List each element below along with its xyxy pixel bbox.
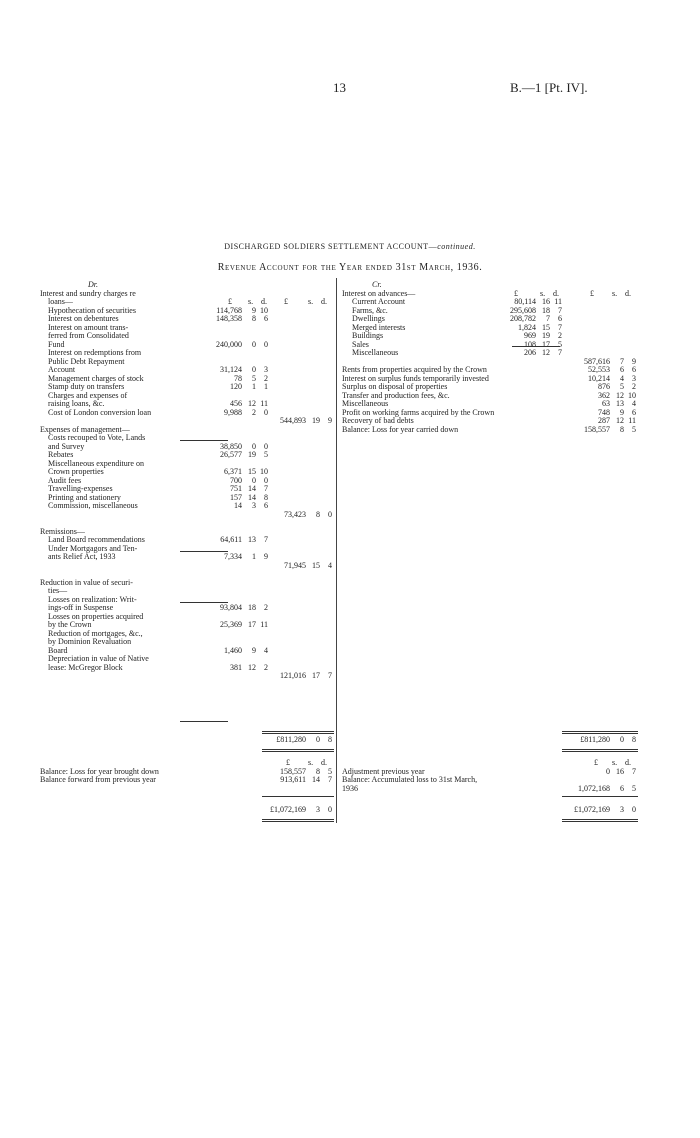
cr-grand-total-top-rule (562, 731, 638, 734)
ledger-row-label: Balance: Accumulated loss to 31st March, (342, 775, 478, 784)
ledger-row-shillings: 9 (252, 305, 256, 315)
ledger-row-pence: 6 (632, 407, 636, 417)
page-number: 13 (333, 80, 346, 95)
ledger-row-pounds: 158,557 (584, 424, 610, 434)
ledger-row-label: Interest on surplus funds temporarily invested (342, 373, 489, 383)
ledger-row-shillings: 19 (542, 331, 550, 340)
ledger-row-pence: 0 (264, 441, 268, 451)
ledger-row-label: and Survey (48, 441, 85, 451)
ledger-row (40, 434, 334, 443)
ledger-row-shillings: 17 (248, 620, 256, 629)
dr-interest-total-pounds: 544,893 (280, 416, 306, 425)
ledger-row-pounds: 240,000 (216, 339, 242, 349)
ledger-row-label: Interest on amount trans- (48, 322, 129, 332)
ledger-row-label: Commission, miscellaneous (48, 501, 138, 510)
ledger-row-pence: 2 (632, 382, 636, 391)
ledger-row-pounds: 208,782 (510, 314, 536, 323)
ledger-row-shillings: 19 (248, 450, 256, 459)
ledger-row-pounds: 1,072,168 (578, 783, 610, 793)
dr-col-head-pence: d. (261, 297, 267, 306)
ledger-row (342, 785, 642, 794)
ledger-row-label: lease: McGregor Block (48, 662, 123, 672)
ledger-row-shillings: 16 (542, 297, 550, 306)
ledger-row-pence: 0 (264, 407, 268, 417)
ledger-row-pounds: 108 (524, 339, 536, 349)
ledger-row-label: Miscellaneous (352, 348, 399, 357)
ledger-row-pence: 5 (264, 450, 268, 459)
ledger-row-pounds: 9,988 (224, 407, 242, 417)
ledger-row-pounds: 93,804 (220, 603, 242, 612)
debit-side (40, 281, 334, 681)
ledger-row-pounds: 25,369 (220, 620, 242, 629)
ledger-row-pence: 4 (632, 399, 636, 408)
ledger-row-pounds: 38,850 (220, 441, 242, 451)
ledger-row-pounds: 456 (230, 399, 242, 408)
ledger-row-pence: 10 (260, 467, 268, 476)
ledger-row-label: Surplus on disposal of properties (342, 382, 448, 391)
ledger-row-label: Management charges of stock (48, 373, 144, 383)
ledger-row (40, 358, 334, 367)
dr-col-head-pounds: £ (228, 297, 232, 306)
ledger-row-shillings: 0 (252, 339, 256, 349)
ledger-row-pence: 10 (260, 305, 268, 315)
ledger-row-pence: 3 (264, 365, 268, 374)
ledger-row (342, 307, 642, 316)
ledger-row-label: Depreciation in value of Native (48, 654, 149, 663)
ledger-row-shillings: 0 (252, 365, 256, 374)
cr-final-total-pounds: £1,072,169 (574, 805, 610, 814)
ledger-row-pounds: 362 (598, 390, 610, 400)
dr-remissions-subtotal-rule (180, 602, 228, 603)
ledger-row-label: Costs recouped to Vote, Lands (48, 433, 146, 442)
ledger-row-label: Interest on debentures (48, 314, 119, 323)
cr-col-head-shillings-2: s. (612, 288, 618, 298)
ledger-row-pence: 5 (328, 766, 332, 776)
cr-grand-total-bottom-rule (562, 749, 638, 752)
ledger-row-label: Merged interests (352, 322, 406, 332)
ledger-row-pounds: 31,124 (220, 365, 242, 374)
credit-side (342, 281, 642, 434)
ledger-row (40, 468, 334, 477)
ledger-row-shillings: 8 (316, 766, 320, 776)
ledger-row-shillings: 13 (616, 399, 624, 408)
ledger-row-label: Reduction of mortgages, &c., (48, 628, 143, 638)
ledger-row-shillings: 13 (248, 535, 256, 544)
cr-grand-total-pence: 8 (632, 735, 636, 744)
ledger-row-pence: 3 (632, 373, 636, 383)
dr-reduction-total-shillings: 17 (312, 671, 320, 680)
interest-charges-heading: Interest and sundry charges re (40, 288, 136, 298)
dr-final-total-shillings: 3 (316, 805, 320, 814)
cr-col-head-shillings: s. (540, 288, 546, 298)
ledger-row-pounds: 80,114 (514, 297, 536, 306)
ledger-row-pence: 5 (632, 424, 636, 434)
ledger-row-pence: 7 (264, 484, 268, 493)
revenue-account-subtitle: Revenue Account for the Year ended 31st March, 1936. (217, 262, 483, 273)
ledger-row-label: Land Board recommendations (48, 535, 145, 544)
ledger-row-label: Account (48, 365, 76, 374)
ledger-row-label: Balance forward from previous year (40, 775, 156, 784)
ledger-row-label: Miscellaneous (342, 399, 389, 408)
ledger-row-pounds: 78 (234, 373, 242, 383)
ledger-row-pounds: 1,460 (224, 645, 242, 655)
dr-management-subtotal-rule (180, 551, 228, 552)
ledger-row-pounds: 287 (598, 416, 610, 425)
ledger-row-label: Rebates (48, 450, 74, 459)
ledger-row-shillings: 15 (248, 467, 256, 476)
ledger-row-pence: 7 (328, 775, 332, 784)
ledger-row-label: Transfer and production fees, &c. (342, 390, 450, 400)
dr-balance-head-pounds: £ (286, 758, 290, 767)
ledger-row-shillings: 7 (546, 314, 550, 323)
ledger-row-pence: 6 (632, 365, 636, 374)
ledger-row-pence: 1 (264, 382, 268, 391)
ledger-row-label: Profit on working farms acquired by the Crown (342, 407, 495, 417)
cr-final-total-pence: 0 (632, 805, 636, 814)
ledger-row-pence: 11 (554, 297, 562, 306)
ledger-row-shillings: 14 (248, 492, 256, 502)
ledger-row-pence: 0 (264, 475, 268, 485)
ledger-row-pounds: 751 (230, 484, 242, 493)
dr-grand-total-shillings: 0 (316, 735, 320, 744)
ledger-row-pounds: 969 (524, 331, 536, 340)
dr-grand-total-pence: 8 (328, 735, 332, 744)
advances-heading: Interest on advances— (342, 288, 416, 298)
ledger-row-shillings: 1 (252, 552, 256, 561)
cr-col-head-pounds-2: £ (590, 288, 594, 298)
ledger-row-label: raising loans, &c. (48, 399, 105, 408)
cr-final-total-top-rule (562, 796, 638, 797)
ledger-row-label: Interest on redemptions from (48, 348, 142, 357)
dr-grand-total-pounds: £811,280 (276, 735, 306, 744)
ledger-row-shillings: 4 (620, 373, 624, 383)
ledger-row-pounds: 10,214 (588, 373, 610, 383)
ledger-row-shillings: 1 (252, 382, 256, 391)
ledger-row-label: Cost of London conversion loan (48, 407, 152, 417)
ledger-row-pounds: 0 (606, 766, 610, 776)
ledger-row-shillings: 3 (252, 501, 256, 510)
ledger-row-shillings: 12 (248, 662, 256, 672)
ledger-row-pence: 7 (558, 322, 562, 332)
ledger-row-shillings: 14 (248, 484, 256, 493)
ledger-row-pounds: 1,824 (518, 322, 536, 332)
ledger-row-pence: 9 (264, 552, 268, 561)
ledger-row-label: 1936 (342, 783, 358, 793)
ledger-row (40, 332, 334, 341)
cr-col-head-pence: d. (553, 288, 559, 298)
ledger-row-pounds: 913,611 (280, 775, 306, 784)
cr-advances-subtotal-rule (512, 346, 560, 347)
ledger-row-pence: 5 (558, 339, 562, 349)
ledger-row-shillings: 6 (620, 365, 624, 374)
ledger-row (40, 443, 334, 452)
ledger-row-label: Sales (352, 339, 369, 349)
ledger-row-label: Adjustment previous year (342, 766, 425, 776)
cr-balance-head-pence: d. (625, 758, 631, 767)
ledger-row-shillings: 5 (620, 382, 624, 391)
ledger-row-pounds: 114,768 (216, 305, 242, 315)
ledger-row-label: Current Account (352, 297, 406, 306)
ledger-row-shillings: 16 (616, 766, 624, 776)
ledger-row-label: Public Debt Repayment (48, 356, 125, 366)
cr-col-head-pounds: £ (514, 288, 518, 298)
document-reference: B.—1 [Pt. IV]. (510, 80, 588, 95)
ledger-row (342, 426, 642, 435)
account-title-continued: continued. (437, 242, 476, 251)
dr-remissions-total-pounds: 71,945 (284, 560, 306, 570)
ledger-row-shillings: 9 (252, 645, 256, 655)
ledger-row-label: ings-off in Suspense (48, 603, 114, 612)
remissions-heading: Remissions— (40, 526, 85, 536)
cr-grand-total-shillings: 0 (620, 735, 624, 744)
cr-grand-total-block (342, 736, 642, 745)
dr-grand-total-block (40, 736, 334, 745)
ledger-row-shillings: 12 (248, 399, 256, 408)
dr-management-total-shillings: 8 (316, 509, 320, 519)
column-divider (336, 278, 337, 823)
ledger-row-label: Balance: Loss for year carried down (342, 424, 459, 434)
cr-advances-total-shillings: 7 (620, 356, 624, 366)
ledger-row-label: Balance: Loss for year brought down (40, 766, 159, 776)
dr-reduction-total-pence: 7 (328, 671, 332, 680)
account-title (0, 242, 700, 251)
cr-final-total-bottom-rule (562, 819, 638, 822)
cr-advances-total-pence: 9 (632, 356, 636, 366)
ledger-row-label: Dwellings (352, 314, 385, 323)
ledger-row-pence: 11 (260, 620, 268, 629)
ledger-row-pounds: 206 (524, 348, 536, 357)
ledger-row-pence: 5 (632, 783, 636, 793)
ledger-row-pence: 8 (264, 492, 268, 502)
ledger-row-pounds: 52,553 (588, 365, 610, 374)
ledger-row-label: Under Mortgagors and Ten- (48, 543, 138, 553)
ledger-row-shillings: 2 (252, 407, 256, 417)
ledger-row-label: Fund (48, 339, 65, 349)
ledger-row-pounds: 295,608 (510, 305, 536, 315)
ledger-row-pence: 6 (264, 314, 268, 323)
ledger-row-shillings: 0 (252, 475, 256, 485)
cr-balance-head-shillings: s. (612, 758, 618, 767)
ledger-row-pounds: 381 (230, 662, 242, 672)
ledger-row-pence: 11 (260, 399, 268, 408)
ledger-row-shillings: 12 (542, 348, 550, 357)
account-title-main: DISCHARGED SOLDIERS SETTLEMENT ACCOUNT— (224, 242, 438, 251)
ledger-row-shillings: 12 (616, 390, 624, 400)
ledger-row-pence: 2 (558, 331, 562, 340)
dr-final-total-top-rule (262, 796, 334, 797)
cr-grand-total-pounds: £811,280 (580, 735, 610, 744)
ledger-row-pence: 4 (264, 645, 268, 655)
ledger-row-pounds: 148,358 (216, 314, 242, 323)
management-heading: Expenses of management— (40, 424, 130, 434)
ledger-row-label: Board (48, 645, 68, 655)
cr-final-total-block (342, 806, 642, 815)
dr-balance-block (40, 759, 334, 785)
cr-balance-block (342, 759, 642, 793)
ledger-row-shillings: 8 (620, 424, 624, 434)
ledger-row-shillings: 0 (252, 441, 256, 451)
ledger-row-pounds: 876 (598, 382, 610, 391)
ledger-row-label: by Dominion Revaluation (48, 637, 132, 646)
cr-final-total-shillings: 3 (620, 805, 624, 814)
ledger-row-pounds: 14 (234, 501, 242, 510)
ledger-row-label: Miscellaneous expenditure on (48, 458, 144, 468)
ledger-row-pounds: 120 (230, 382, 242, 391)
ledger-row-label: Buildings (352, 331, 384, 340)
ledger-row-pounds: 7,334 (224, 552, 242, 561)
ledger-row-pence: 0 (264, 339, 268, 349)
ledger-row-pence: 6 (558, 314, 562, 323)
ledger-row-pounds: 64,611 (220, 535, 242, 544)
dr-interest-total-pence: 9 (328, 416, 332, 425)
dr-heading: Dr. (88, 280, 99, 289)
cr-heading: Cr. (372, 280, 382, 289)
ledger-row-label: by the Crown (48, 620, 92, 629)
ledger-row-pounds: 6,371 (224, 467, 242, 476)
ledger-row-shillings: 9 (620, 407, 624, 417)
ledger-row (40, 638, 334, 647)
ledger-row-pence: 10 (628, 390, 636, 400)
ledger-row (342, 332, 642, 341)
ledger-row-pounds: 157 (230, 492, 242, 502)
dr-management-total-pence: 0 (328, 509, 332, 519)
ledger-row (342, 324, 642, 333)
ledger-row-label: Hypothecation of securities (48, 305, 136, 315)
ledger-row-pence: 2 (264, 603, 268, 612)
ledger-row-shillings: 18 (542, 305, 550, 315)
ledger-row-shillings: 8 (252, 314, 256, 323)
cr-balance-head-pounds: £ (594, 758, 598, 767)
ledger-row-pence: 7 (632, 766, 636, 776)
ledger-row-shillings: 12 (616, 416, 624, 425)
dr-remissions-total-pence: 4 (328, 560, 332, 570)
dr-interest-total-shillings: 19 (312, 416, 320, 425)
dr-final-total-block (40, 806, 334, 815)
ledger-row-shillings: 6 (620, 783, 624, 793)
dr-management-total-pounds: 73,423 (284, 509, 306, 519)
dr-final-total-bottom-rule (262, 819, 334, 822)
ledger-row-label: Farms, &c. (352, 305, 388, 315)
reduction-heading: Reduction in value of securi- (40, 577, 133, 587)
ledger-row-pence: 11 (628, 416, 636, 425)
dr-reduction-total-pounds: 121,016 (280, 671, 306, 680)
ledger-row-label: Rents from properties acquired by the Crown (342, 365, 487, 374)
dr-interest-subtotal-rule (180, 440, 228, 441)
dr-grand-total-bottom-rule (262, 749, 334, 752)
cr-col-head-pence-2: d. (625, 288, 631, 298)
ledger-row-label: Recovery of bad debts (342, 416, 414, 425)
ledger-row-pence: 7 (558, 305, 562, 315)
cr-advances-total-pounds: 587,616 (584, 356, 610, 366)
ledger-row-pence: 7 (558, 348, 562, 357)
ledger-row-label: Losses on properties acquired (48, 611, 144, 621)
dr-col-head-pence-2: d. (321, 297, 327, 306)
ledger-row-label: Audit fees (48, 475, 82, 485)
dr-balance-head-shillings: s. (308, 758, 314, 767)
ledger-row-label: Charges and expenses of (48, 390, 128, 400)
dr-remissions-total-shillings: 15 (312, 560, 320, 570)
ledger-row-label: Stamp duty on transfers (48, 382, 125, 391)
ledger-row-label: Printing and stationery (48, 492, 121, 502)
ledger-row-pounds: 158,557 (280, 766, 306, 776)
dr-final-total-pence: 0 (328, 805, 332, 814)
dr-grand-total-top-rule (262, 731, 334, 734)
ledger-row-pence: 2 (264, 373, 268, 383)
ledger-row-label: ferred from Consolidated (48, 331, 129, 340)
ledger-row-pounds: 26,577 (220, 450, 242, 459)
ledger-row-pence: 6 (264, 501, 268, 510)
ledger-row-shillings: 17 (542, 339, 550, 349)
ledger-row-label: ants Relief Act, 1933 (48, 552, 116, 561)
ledger-row-label: Crown properties (48, 467, 104, 476)
dr-final-total-pounds: £1,072,169 (270, 805, 306, 814)
ledger-row-pence: 7 (264, 535, 268, 544)
ledger-row-label: Travelling-expenses (48, 484, 113, 493)
ledger-row-pence: 2 (264, 662, 268, 672)
ledger-row-shillings: 15 (542, 322, 550, 332)
ledger-row-pounds: 63 (602, 399, 610, 408)
dr-reduction-subtotal-rule (180, 721, 228, 722)
ledger-row-shillings: 18 (248, 603, 256, 612)
ledger-row-pounds: 700 (230, 475, 242, 485)
dr-balance-head-pence: d. (321, 758, 327, 767)
reduction-heading-cont: ties— (48, 586, 68, 595)
ledger-row-shillings: 5 (252, 373, 256, 383)
ledger-row-label: Losses on realization: Writ- (48, 594, 137, 604)
ledger-row-pounds: 748 (598, 407, 610, 417)
dr-col-head-shillings: s. (248, 297, 254, 306)
ledger-row-shillings: 14 (312, 775, 320, 784)
interest-charges-heading-cont: loans— (48, 297, 73, 306)
dr-col-head-pounds-2: £ (284, 297, 288, 306)
dr-col-head-shillings-2: s. (308, 297, 314, 306)
ledger-row (40, 776, 334, 785)
